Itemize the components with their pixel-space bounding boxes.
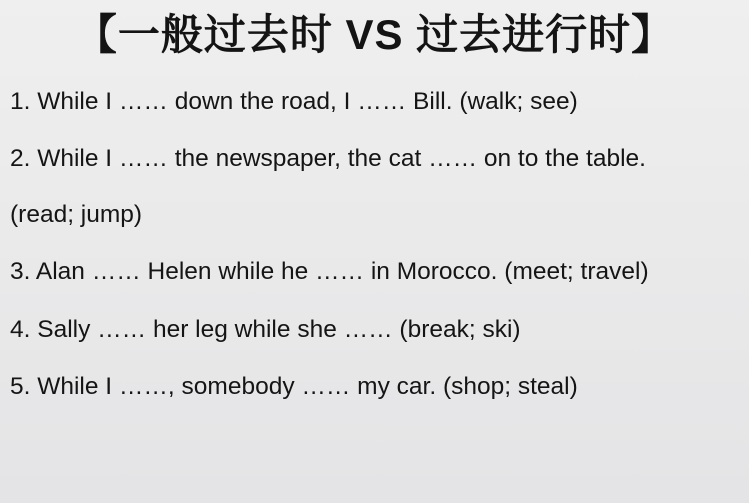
list-item: 5. While I ……, somebody …… my car. (shop; steal) (10, 373, 578, 401)
page-title: 【一般过去时 VS 过去进行时】 (74, 11, 675, 58)
list-item: 2. While I …… the newspaper, the cat …… on to the table. (10, 145, 646, 173)
list-item: 3. Alan …… Helen while he …… in Morocco. (meet; travel) (10, 258, 649, 286)
list-item: 1. While I …… down the road, I …… Bill. (walk; see) (10, 88, 578, 115)
list-item: 4. Sally …… her leg while she …… (break; ski) (10, 315, 521, 343)
exercise-list (0, 88, 749, 401)
list-item-continuation: (read; jump) (10, 200, 143, 228)
